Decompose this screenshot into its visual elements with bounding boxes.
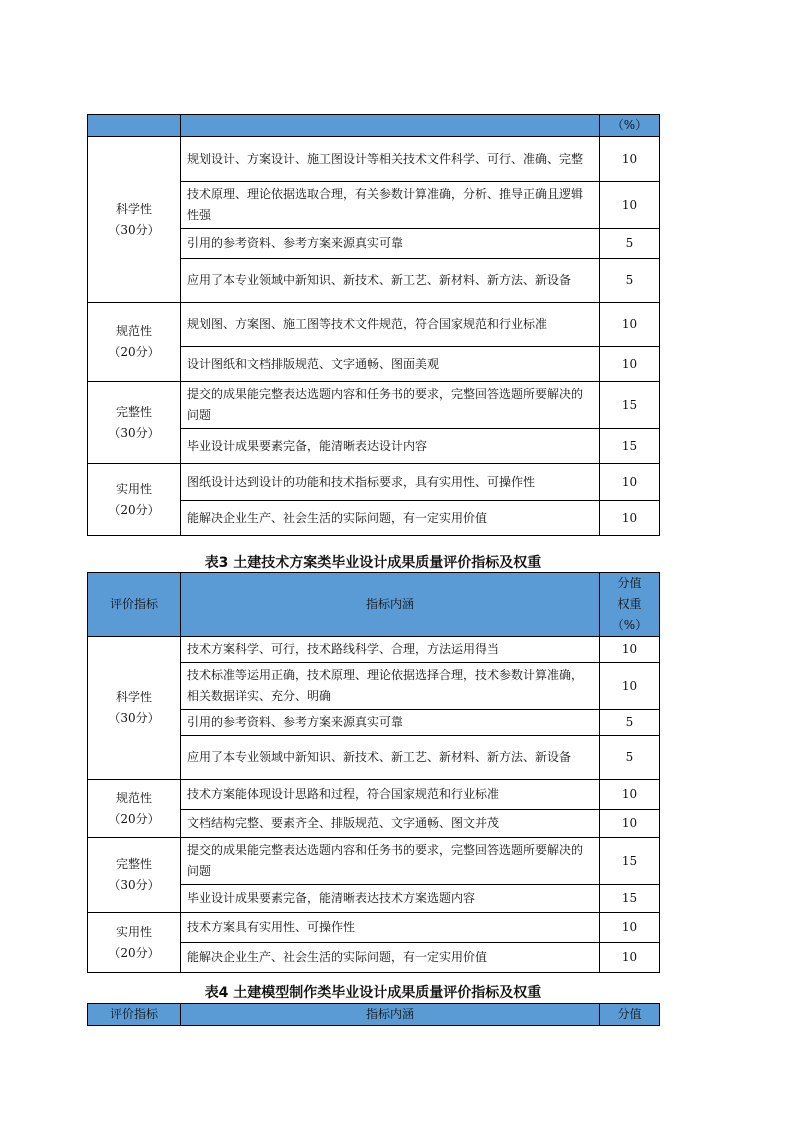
- content-cell: 毕业设计成果要素完备，能清晰表达技术方案选题内容: [181, 885, 600, 913]
- content-cell: 应用了本专业领域中新知识、新技术、新工艺、新材料、新方法、新设备: [181, 736, 600, 780]
- header-content: 指标内涵: [181, 1004, 600, 1026]
- table-3: [87, 572, 660, 973]
- category-points: （20分）: [108, 811, 160, 826]
- category-name: 完整性: [115, 404, 152, 419]
- table3-caption: 表3 土建技术方案类毕业设计成果质量评价指标及权重: [204, 555, 542, 571]
- category-cell: [88, 838, 181, 913]
- category-points: （30分）: [108, 222, 160, 237]
- weight-cell: 10: [600, 663, 660, 710]
- category-name: 完整性: [115, 857, 152, 871]
- weight-cell: 5: [600, 736, 660, 780]
- content-cell: 技术方案能体现设计思路和过程，符合国家规范和行业标准: [181, 780, 600, 810]
- content-cell: 文档结构完整、要素齐全、排版规范、文字通畅、图文并茂: [181, 810, 600, 838]
- weight-cell: 10: [600, 137, 660, 182]
- category-name: 实用性: [115, 924, 152, 939]
- category-name: 科学性: [115, 690, 152, 704]
- content-cell: 应用了本专业领域中新知识、新技术、新工艺、新材料、新方法、新设备: [181, 259, 600, 303]
- header-cell-empty: [181, 115, 600, 137]
- header-indicator: 评价指标: [88, 1004, 181, 1026]
- content-cell: 提交的成果能完整表达选题内容和任务书的要求，完整回答选题所要解决的问题: [181, 382, 600, 429]
- content-cell: 技术标准等运用正确，技术原理、理论依据选择合理，技术参数计算准确，相关数据详实、充分、明确: [181, 663, 600, 710]
- content-cell: 技术方案科学、可行，技术路线科学、合理，方法运用得当: [181, 637, 600, 663]
- weight-cell: 15: [600, 885, 660, 913]
- table-header-row: [88, 573, 660, 637]
- weight-cell: 15: [600, 838, 660, 885]
- content-cell: 设计图纸和文档排版规范、文字通畅、图面美观: [181, 347, 600, 382]
- content-cell: 提交的成果能完整表达选题内容和任务书的要求，完整回答选题所要解决的问题: [181, 838, 600, 885]
- table-row: [88, 780, 660, 810]
- header-content: 指标内涵: [181, 573, 600, 637]
- table-row: [88, 838, 660, 885]
- weight-cell: 5: [600, 259, 660, 303]
- weight-cell: 5: [600, 710, 660, 736]
- content-cell: 图纸设计达到设计的功能和技术指标要求，具有实用性、可操作性: [181, 464, 600, 501]
- category-name: 科学性: [115, 201, 152, 216]
- content-cell: 引用的参考资料、参考方案来源真实可靠: [181, 229, 600, 259]
- category-points: （20分）: [108, 945, 160, 960]
- category-points: （30分）: [108, 711, 160, 725]
- header-weight-unit: （%）: [600, 115, 660, 137]
- category-points: （20分）: [108, 502, 160, 517]
- header-weight-line1: 分值: [617, 576, 642, 590]
- content-cell: 技术方案具有实用性、可操作性: [181, 913, 600, 943]
- table-row: [88, 137, 660, 182]
- table-header-row: [88, 1004, 660, 1026]
- category-points: （30分）: [108, 878, 160, 892]
- table-header-row: [88, 115, 660, 137]
- weight-cell: 10: [600, 501, 660, 536]
- table-row: [88, 913, 660, 943]
- category-name: 规范性: [115, 324, 152, 338]
- table-top: [87, 114, 660, 536]
- content-cell: 能解决企业生产、社会生活的实际问题，有一定实用价值: [181, 943, 600, 973]
- table-row: [88, 464, 660, 501]
- table-row: [88, 382, 660, 429]
- table-4: [87, 1003, 660, 1026]
- weight-cell: 10: [600, 182, 660, 229]
- header-weight: [600, 573, 660, 637]
- header-weight-line2: 权重: [617, 597, 642, 611]
- weight-cell: 10: [600, 780, 660, 810]
- content-cell: 技术原理、理论依据选取合理，有关参数计算准确，分析、推导正确且逻辑性强: [181, 182, 600, 229]
- weight-cell: 10: [600, 303, 660, 347]
- content-cell: 毕业设计成果要素完备，能清晰表达设计内容: [181, 429, 600, 464]
- category-name: 规范性: [115, 790, 152, 805]
- weight-cell: 10: [600, 637, 660, 663]
- content-cell: 规划设计、方案设计、施工图设计等相关技术文件科学、可行、准确、完整: [181, 137, 600, 182]
- weight-cell: 5: [600, 229, 660, 259]
- category-cell: [88, 303, 181, 382]
- weight-cell: 15: [600, 429, 660, 464]
- weight-cell: 10: [600, 810, 660, 838]
- weight-cell: 10: [600, 347, 660, 382]
- content-cell: 能解决企业生产、社会生活的实际问题，有一定实用价值: [181, 501, 600, 536]
- table-row: [88, 303, 660, 347]
- category-cell: [88, 464, 181, 536]
- category-name: 实用性: [115, 481, 152, 496]
- table4-caption: 表4 土建模型制作类毕业设计成果质量评价指标及权重: [204, 985, 542, 1001]
- content-cell: 引用的参考资料、参考方案来源真实可靠: [181, 710, 600, 736]
- category-points: （20分）: [108, 345, 160, 359]
- header-cell-empty: [88, 115, 181, 137]
- category-cell: [88, 780, 181, 838]
- category-cell: [88, 137, 181, 303]
- category-cell: [88, 382, 181, 464]
- weight-cell: 15: [600, 382, 660, 429]
- header-weight: 分值: [600, 1004, 660, 1026]
- category-cell: [88, 913, 181, 973]
- weight-cell: 10: [600, 464, 660, 501]
- table-row: [88, 637, 660, 663]
- header-indicator: 评价指标: [88, 573, 181, 637]
- content-cell: 规划图、方案图、施工图等技术文件规范，符合国家规范和行业标准: [181, 303, 600, 347]
- category-points: （30分）: [108, 425, 160, 440]
- weight-cell: 10: [600, 943, 660, 973]
- category-cell: [88, 637, 181, 780]
- weight-cell: 10: [600, 913, 660, 943]
- header-weight-line3: （%）: [611, 618, 648, 632]
